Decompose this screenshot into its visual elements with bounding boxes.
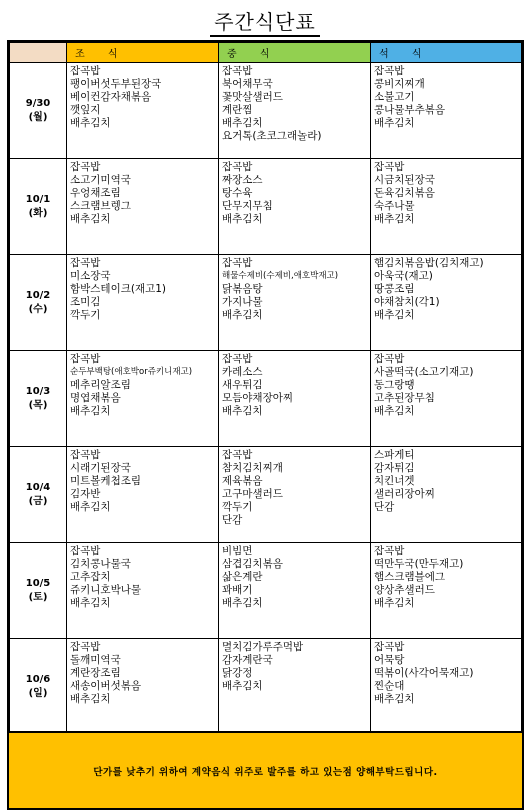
day-date-cell <box>10 351 67 447</box>
menu-item: 깍두기 <box>70 309 101 321</box>
header-breakfast: 조 식 <box>67 43 219 63</box>
menu-item: 고추된장무침 <box>374 392 435 404</box>
menu-item: 새우튀김 <box>222 379 263 391</box>
menu-item: 시래기된장국 <box>70 462 131 474</box>
menu-item: 꽃맛살샐러드 <box>222 91 283 103</box>
menu-item: 배추김치 <box>70 117 111 129</box>
menu-item: 배추김치 <box>70 213 111 225</box>
menu-item: 고구마샐러드 <box>222 488 283 500</box>
date-label: 10/6 <box>25 673 51 685</box>
menu-item: 사골떡국(소고기재고) <box>374 366 474 378</box>
menu-item: 해물수제비(수제비,애호박재고) <box>222 271 339 281</box>
weekday-label: (월) <box>28 111 48 123</box>
dinner-cell <box>371 351 522 447</box>
menu-item: 계란장조림 <box>70 667 121 679</box>
menu-item: 메추리알조림 <box>70 379 131 391</box>
dinner-cell <box>371 447 522 543</box>
lunch-cell <box>219 255 371 351</box>
weekday-label: (토) <box>28 591 48 603</box>
header-dinner: 석 식 <box>371 43 522 63</box>
date-label: 10/3 <box>25 385 51 397</box>
menu-item: 우엉채조림 <box>70 187 121 199</box>
weekday-label: (일) <box>28 687 48 699</box>
menu-item: 햄스크램블에그 <box>374 571 446 583</box>
menu-item: 스크램브렝그 <box>70 200 131 212</box>
day-date-cell <box>10 159 67 255</box>
day-row <box>10 255 522 351</box>
menu-item: 돈육김치볶음 <box>374 187 435 199</box>
menu-item: 배추김치 <box>222 309 263 321</box>
menu-item: 김자반 <box>70 488 101 500</box>
menu-item: 배추김치 <box>222 597 263 609</box>
menu-item: 탕수육 <box>222 187 253 199</box>
menu-item: 참치김치찌개 <box>222 462 283 474</box>
menu-item: 콩비지찌개 <box>374 78 425 90</box>
menu-item: 닭강정 <box>222 667 253 679</box>
menu-item: 단무지무침 <box>222 200 273 212</box>
dinner-cell <box>371 639 522 735</box>
menu-item: 계란찜 <box>222 104 253 116</box>
menu-table <box>9 42 522 735</box>
menu-item: 명엽채볶음 <box>70 392 121 404</box>
breakfast-cell <box>67 255 219 351</box>
menu-item: 시금치된장국 <box>374 174 435 186</box>
menu-item: 짜장소스 <box>222 174 263 186</box>
day-row <box>10 159 522 255</box>
menu-item: 배추김치 <box>70 693 111 705</box>
menu-item: 단감 <box>374 501 395 513</box>
breakfast-cell <box>67 63 219 159</box>
date-label: 10/4 <box>25 481 51 493</box>
day-date-cell <box>10 543 67 639</box>
menu-item: 잡곡밥 <box>222 353 253 365</box>
menu-item: 잡곡밥 <box>70 545 101 557</box>
menu-item: 소고기미역국 <box>70 174 131 186</box>
menu-item: 조미김 <box>70 296 101 308</box>
menu-item: 미소장국 <box>70 270 111 282</box>
menu-item: 찐순대 <box>374 680 405 692</box>
menu-item: 배추김치 <box>70 597 111 609</box>
day-date-cell <box>10 63 67 159</box>
menu-item: 잡곡밥 <box>374 353 405 365</box>
menu-item: 배추김치 <box>70 405 111 417</box>
menu-item: 배추김치 <box>70 501 111 513</box>
menu-item: 배추김치 <box>374 597 415 609</box>
page-title: 주간식단표 <box>0 6 530 35</box>
menu-item: 어묵탕 <box>374 654 405 666</box>
menu-item: 팽이버섯두부된장국 <box>70 78 162 90</box>
menu-item: 단감 <box>222 514 243 526</box>
menu-item: 햄김치볶음밥(김치재고) <box>374 257 484 269</box>
menu-item: 잡곡밥 <box>374 641 405 653</box>
menu-item: 잡곡밥 <box>374 65 405 77</box>
menu-item: 제육볶음 <box>222 475 263 487</box>
day-row <box>10 63 522 159</box>
menu-item: 잡곡밥 <box>222 65 253 77</box>
weekday-label: (목) <box>28 399 48 411</box>
menu-item: 땅콩조림 <box>374 283 415 295</box>
menu-item: 모듬야채장아찌 <box>222 392 294 404</box>
menu-item: 잡곡밥 <box>222 161 253 173</box>
menu-item: 함박스테이크(재고1) <box>70 283 167 295</box>
menu-item: 배추김치 <box>374 405 415 417</box>
menu-item: 삼겹김치볶음 <box>222 558 283 570</box>
menu-item: 잡곡밥 <box>374 545 405 557</box>
menu-item: 숙주나물 <box>374 200 415 212</box>
menu-item: 떡만두국(만두재고) <box>374 558 464 570</box>
menu-item: 김치콩나물국 <box>70 558 131 570</box>
menu-item: 잡곡밥 <box>374 161 405 173</box>
menu-item: 쥬키니호박나물 <box>70 584 142 596</box>
date-label: 10/5 <box>25 577 51 589</box>
menu-item: 잡곡밥 <box>70 65 101 77</box>
menu-item: 가지나물 <box>222 296 263 308</box>
header-corner <box>10 43 67 63</box>
notice-banner: 단가를 낮추기 위하여 계약음식 위주로 발주를 하고 있는점 양해부탁드립니다. <box>9 731 522 808</box>
lunch-cell <box>219 351 371 447</box>
breakfast-cell <box>67 543 219 639</box>
menu-item: 새송이버섯볶음 <box>70 680 142 692</box>
menu-item: 감자튀김 <box>374 462 415 474</box>
menu-item: 배추김치 <box>222 117 263 129</box>
lunch-cell <box>219 447 371 543</box>
date-label: 9/30 <box>25 97 51 109</box>
menu-item: 베이컨감자채볶음 <box>70 91 152 103</box>
menu-item: 콩나물부추볶음 <box>374 104 446 116</box>
header-lunch: 중 식 <box>219 43 371 63</box>
weekday-label: (금) <box>28 495 48 507</box>
weekday-label: (화) <box>28 207 48 219</box>
date-label: 10/1 <box>25 193 51 205</box>
menu-item: 잡곡밥 <box>70 161 101 173</box>
menu-item: 잡곡밥 <box>70 257 101 269</box>
menu-item: 돌깨미역국 <box>70 654 121 666</box>
menu-item: 비빔면 <box>222 545 253 557</box>
menu-item: 치킨너겟 <box>374 475 415 487</box>
menu-item: 배추김치 <box>222 405 263 417</box>
menu-item: 미트볼케첩조림 <box>70 475 142 487</box>
menu-item: 북어채무국 <box>222 78 273 90</box>
breakfast-cell <box>67 447 219 543</box>
menu-item: 멸치김가루주먹밥 <box>222 641 304 653</box>
menu-item: 야채참치(각1) <box>374 296 440 308</box>
menu-item: 배추김치 <box>222 680 263 692</box>
day-row <box>10 447 522 543</box>
menu-item: 감자계란국 <box>222 654 273 666</box>
menu-item: 배추김치 <box>222 213 263 225</box>
menu-item: 아욱국(재고) <box>374 270 433 282</box>
lunch-cell <box>219 543 371 639</box>
dinner-cell <box>371 255 522 351</box>
dinner-cell <box>371 159 522 255</box>
day-date-cell <box>10 447 67 543</box>
menu-item: 배추김치 <box>374 693 415 705</box>
menu-item: 잡곡밥 <box>222 449 253 461</box>
menu-sheet <box>7 40 524 810</box>
date-label: 10/2 <box>25 289 51 301</box>
menu-item: 꽈배기 <box>222 584 253 596</box>
menu-item: 스파게티 <box>374 449 415 461</box>
day-row <box>10 351 522 447</box>
breakfast-cell <box>67 159 219 255</box>
lunch-cell <box>219 159 371 255</box>
breakfast-cell <box>67 351 219 447</box>
dinner-cell <box>371 63 522 159</box>
menu-item: 샐러리장아찌 <box>374 488 435 500</box>
menu-item: 배추김치 <box>374 309 415 321</box>
menu-item: 깻잎지 <box>70 104 101 116</box>
lunch-cell <box>219 639 371 735</box>
menu-item: 소불고기 <box>374 91 415 103</box>
menu-item: 카레소스 <box>222 366 263 378</box>
weekday-label: (수) <box>28 303 48 315</box>
menu-item: 잡곡밥 <box>70 449 101 461</box>
menu-item: 요거톡(초코그래놀라) <box>222 130 322 142</box>
menu-item: 삶은계란 <box>222 571 263 583</box>
day-date-cell <box>10 639 67 735</box>
day-date-cell <box>10 255 67 351</box>
menu-item: 순두부백탕(애호박or쥬키니재고) <box>70 367 193 377</box>
header-row <box>10 43 522 63</box>
menu-item: 닭볶음탕 <box>222 283 263 295</box>
menu-item: 잡곡밥 <box>70 353 101 365</box>
lunch-cell <box>219 63 371 159</box>
menu-item: 고추잡치 <box>70 571 111 583</box>
menu-item: 떡볶이(사각어묵재고) <box>374 667 474 679</box>
menu-item: 잡곡밥 <box>222 257 253 269</box>
day-row <box>10 639 522 735</box>
menu-item: 양상추샐러드 <box>374 584 435 596</box>
menu-item: 깍두기 <box>222 501 253 513</box>
day-row <box>10 543 522 639</box>
menu-item: 배추김치 <box>374 117 415 129</box>
dinner-cell <box>371 543 522 639</box>
breakfast-cell <box>67 639 219 735</box>
menu-item: 배추김치 <box>374 213 415 225</box>
menu-item: 동그랑땡 <box>374 379 415 391</box>
menu-item: 잡곡밥 <box>70 641 101 653</box>
